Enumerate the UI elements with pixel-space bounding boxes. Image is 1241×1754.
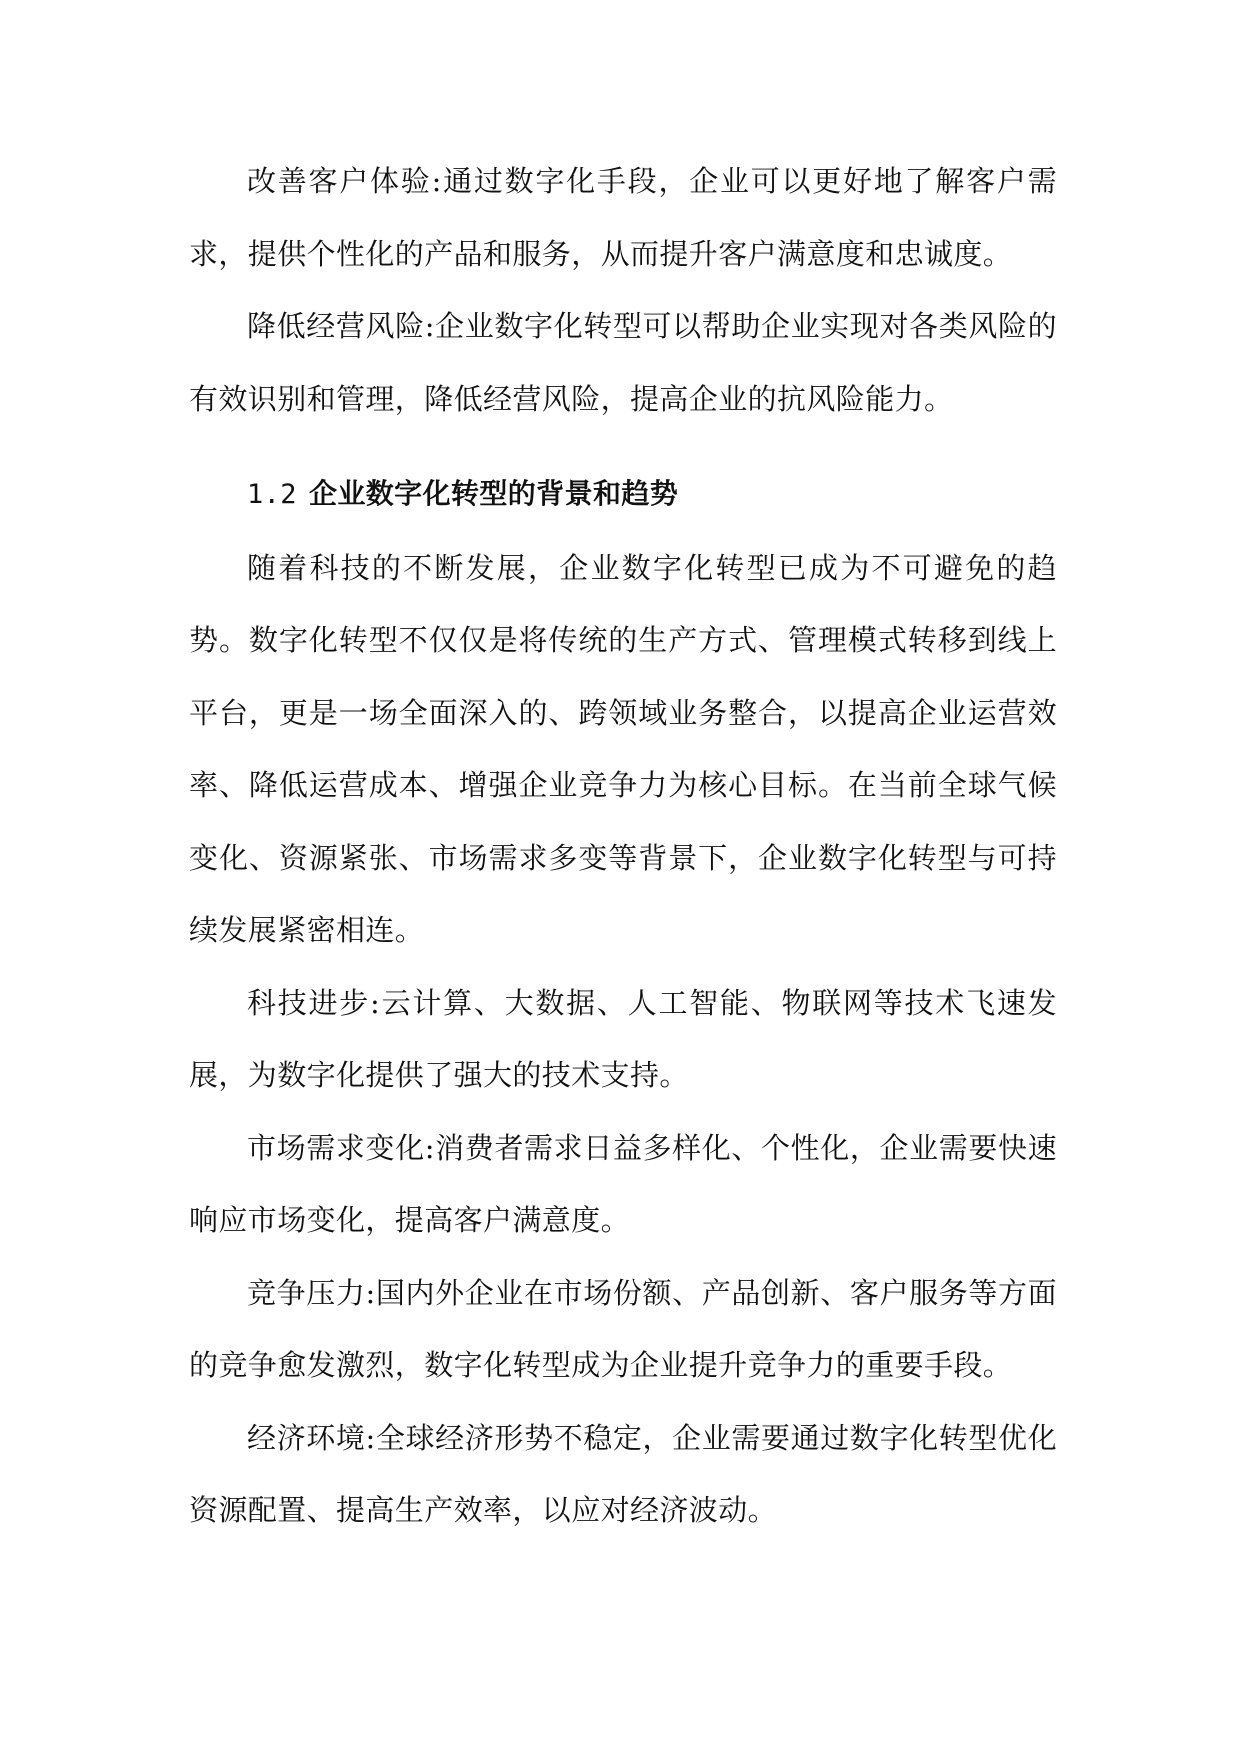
section-heading <box>189 458 1057 532</box>
paragraph-customer-experience: 改善客户体验:通过数字化手段，企业可以更好地了解客户需求，提供个性化的产品和服务，从而提升客户满意度和忠诚度。 <box>189 164 1057 271</box>
paragraph-economy: 经济环境:全球经济形势不稳定，企业需要通过数字化转型优化资源配置、提高生产效率，以应对经济波动。 <box>189 1420 1057 1527</box>
paragraph-market-demand: 市场需求变化:消费者需求日益多样化、个性化，企业需要快速响应市场变化，提高客户满意度。 <box>189 1130 1057 1237</box>
document-body <box>189 145 1057 1547</box>
paragraph-background: 随着科技的不断发展，企业数字化转型已成为不可避免的趋势。数字化转型不仅仅是将传统的生产方式、管理模式转移到线上平台，更是一场全面深入的、跨领域业务整合，以提高企业运营效率、降低运营成本、增强企业竞争力为核心目标。在当前全球气候变化、资源紧张、市场需求多变等背景下，企业数字化转型与可持续发展紧密相连。 <box>189 550 1057 947</box>
section-number: 1.2 <box>247 479 297 510</box>
paragraph-risk-reduction: 降低经营风险:企业数字化转型可以帮助企业实现对各类风险的有效识别和管理，降低经营风险，提高企业的抗风险能力。 <box>189 309 1057 416</box>
paragraph-competition: 竞争压力:国内外企业在市场份额、产品创新、客户服务等方面的竞争愈发激烈，数字化转型成为企业提升竞争力的重要手段。 <box>189 1275 1057 1382</box>
paragraph-tech-progress: 科技进步:云计算、大数据、人工智能、物联网等技术飞速发展，为数字化提供了强大的技术支持。 <box>189 985 1057 1092</box>
section-title: 企业数字化转型的背景和趋势 <box>308 477 679 510</box>
